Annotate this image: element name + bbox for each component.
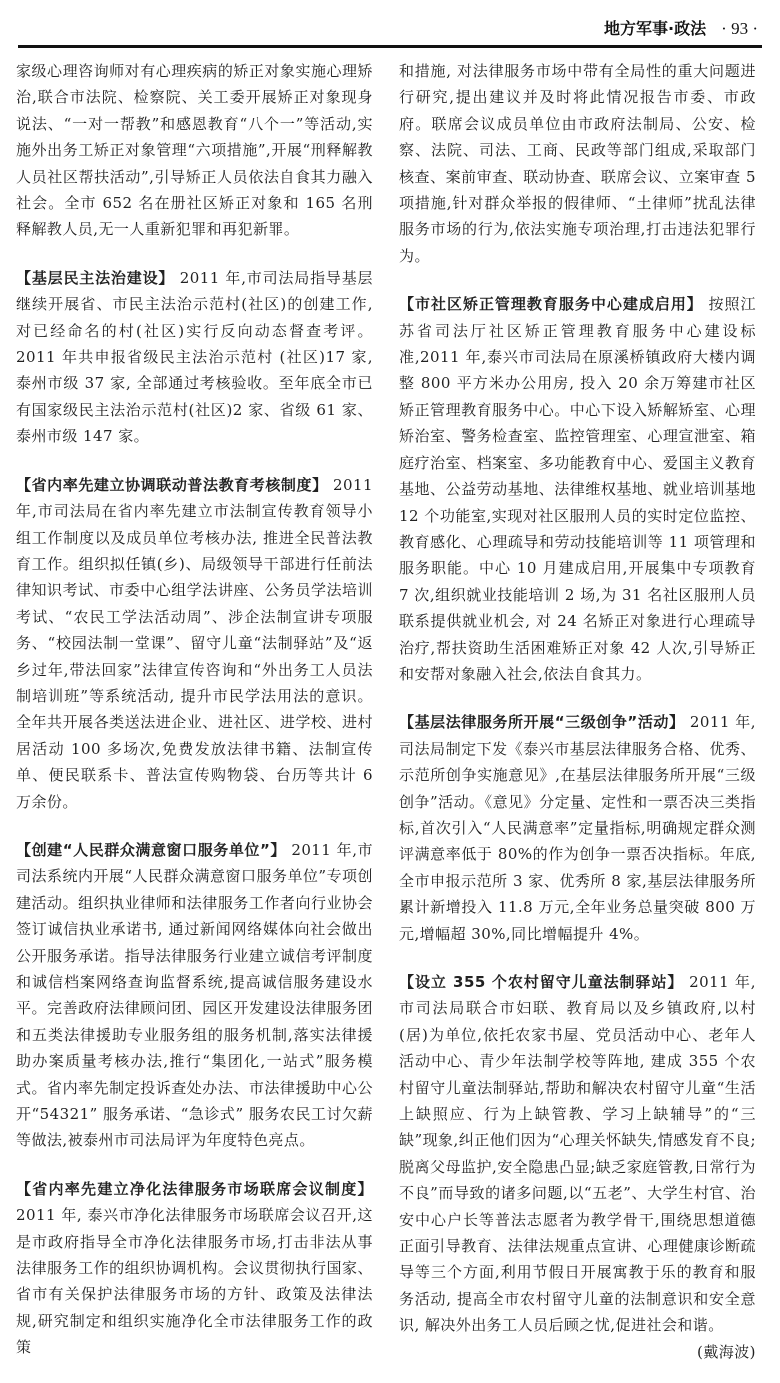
paragraph-body: 家级心理咨询师对有心理疾病的矫正对象实施心理矫治,联合市法院、检察院、关工委开展矫正对象现身说法、“一对一帮教”和感恩教育“八个一”等活动,实施外出务工矫正对象管理“六项措施”,开展“刑释解教人员社区帮扶活动”,引导矫正人员依法自食其力融入社会。全市 652 名在册社区矫正对象和 165 名刑释解教人员,无一人重新犯罪和再犯新罪。 <box>16 62 373 239</box>
paragraph-heading: 【省内率先建立协调联动普法教育考核制度】 <box>16 475 328 494</box>
paragraph-heading: 【设立 355 个农村留守儿童法制驿站】 <box>399 973 684 991</box>
author-credit: (戴海波) <box>697 1342 756 1361</box>
paragraph-heading: 【基层法律服务所开展“三级创争”活动】 <box>399 713 685 732</box>
paragraph <box>16 58 373 243</box>
paragraph-body: 2011 年,市司法系统内开展“人民群众满意窗口服务单位”专项创建活动。组织执业律师和法律服务工作者向行业协会签订诚信执业承诺书, 通过新闻网络媒体向社会做出公开服务承诺。指导法律服务行业建立诚信考评制度和诚信档案网络查询监督系统,提高诚信服务建设水平。完善政府法律顾问团、园区开发建设法律服务团和五类法律援助专业服务组的服务机制,落实法律援助办案质量考核办法,推行“集团化,一站式”服务模式。省内率先制定投诉查处办法、市法律援助中心公开“54321” 服务承诺、“急诊式” 服务农民工讨欠薪等做法,被泰州市司法局评为年度特色亮点。 <box>16 840 373 1150</box>
left-column <box>16 58 373 1383</box>
paragraph-body: 2011 年,市司法局联合市妇联、教育局以及乡镇政府,以村(居)为单位,依托农家书屋、党员活动中心、老年人活动中心、青少年法制学校等阵地, 建成 355 个农村留守儿童法制驿站,帮助和解决农村留守儿童“生活上缺照应、行为上缺管教、学习上缺辅导”的“三缺”现象,纠正他们因为“心理关怀缺失,情感发育不良;脱离父母监护,安全隐患凸显;缺乏家庭管教,日常行为不良”而导致的诸多问题,以“五老”、大学生村官、治安中心户长等普法志愿者为教学骨干,围绕思想道德正面引导教育、法律法规重点宣讲、心理健康诊断疏导等三个方面,利用节假日开展寓教于乐的教育和服务活动, 提高全市农村留守儿童的法制意识和安全意识, 解决外出务工人员后顾之忧,促进社会和谐。 <box>399 973 756 1335</box>
paragraph-body: 按照江苏省司法厅社区矫正管理教育服务中心建设标准,2011 年,泰兴市司法局在原溪桥镇政府大楼内调整 800 平方米办公用房, 投入 20 余万筹建市社区矫正管理教育服务中心。中心下设入矫解矫室、心理矫治室、警务检查室、监控管理室、心理宣泄室、箱庭疗治室、档案室、多功能教育中心、爱国主义教育基地、公益劳动基地、法律维权基地、就业培训基地 12 个功能室,实现对社区服刑人员的实时定位监控、教育感化、心理疏导和劳动技能培训等 11 项管理和服务职能。中心 10 月建成启用,开展集中专项教育 7 次,组织就业技能培训 2 场,为 31 名社区服刑人员联系提供就业机会, 对 24 名矫正对象进行心理疏导治疗,帮扶资助生活困难矫正对象 42 人次,引导矫正和安帮对象融入社会,依法自食其力。 <box>399 295 756 683</box>
header-rule <box>18 45 762 48</box>
section-title: 地方军事·政法 <box>603 19 707 38</box>
right-column <box>399 58 756 1365</box>
running-header <box>604 16 758 39</box>
paragraph-body: 和措施, 对法律服务市场中带有全局性的重大问题进行研究,提出建议并及时将此情况报告市委、市政府。联席会议成员单位由市政府法制局、公安、检察、法院、司法、工商、民政等部门组成,采取部门核查、案前审查、联动协查、联席会议、立案审查 5 项措施,针对群众举报的假律师、“土律师”扰乱法律服务市场的行为,依法实施专项治理,打击违法犯罪行为。 <box>399 62 756 265</box>
paragraph-body: 2011 年,司法局制定下发《泰兴市基层法律服务合格、优秀、示范所创争实施意见》,在基层法律服务所开展“三级创争”活动。《意见》分定量、定性和一票否决三类指标,首次引入“人民满意率”定量指标,明确规定群众测评满意率低于 80%的作为创争一票否决指标。年底,全市申报示范所 3 家、优秀所 8 家,基层法律服务所累计新增投入 11.8 万元,全年业务总量突破 800 万元,增幅超 30%,同比增幅提升 4%。 <box>399 713 757 943</box>
paragraph-body: 2011 年,市司法局指导基层继续开展省、市民主法治示范村(社区)的创建工作,对已经命名的村(社区)实行反向动态督查考评。2011 年共申报省级民主法治示范村 (社区)17 家, 泰州市级 37 家, 全部通过考核验收。至年底全市已有国家级民主法治示范村(社区)2 家、省级 61 家、泰州市级 147 家。 <box>16 268 373 446</box>
page-number: · 93 · <box>721 19 758 38</box>
paragraph-heading: 【创建“人民群众满意窗口服务单位”】 <box>16 840 286 859</box>
paragraph-heading: 【市社区矫正管理教育服务中心建成启用】 <box>399 295 703 314</box>
paragraph-heading: 【基层民主法治建设】 <box>16 268 175 287</box>
paragraph-heading: 【省内率先建立净化法律服务市场联席会议制度】 <box>16 1179 373 1198</box>
paragraph-body: 2011 年,市司法局在省内率先建立市法制宣传教育领导小组工作制度以及成员单位考核办法, 推进全民普法教育工作。组织拟任镇(乡)、局级领导干部进行任前法律知识考试、市委中心组学法讲座、公务员学法培训考试、“农民工学法活动周”、涉企法制宣讲专项服务、“校园法制一堂课”、留守儿童“法制驿站”及“返乡过年,带法回家”法律宣传咨询和“外出务工人员法制培训班”等系统活动, 提升市民学法用法的意识。全年共开展各类送法进企业、进社区、进学校、进村居活动 100 多场次,免费发放法律书籍、法制宣传单、便民联系卡、普法宣传购物袋、台历等共计 6 万余份。 <box>16 475 373 811</box>
paragraph <box>399 58 756 269</box>
paragraph-body: 2011 年, 泰兴市净化法律服务市场联席会议召开,这是市政府指导全市净化法律服务市场,打击非法从事法律服务工作的组织协调机构。会议贯彻执行国家、省市有关保护法律服务市场的方针、政策及法律法规,研究制定和组织实施净化全市法律服务工作的政策 <box>16 1206 373 1357</box>
